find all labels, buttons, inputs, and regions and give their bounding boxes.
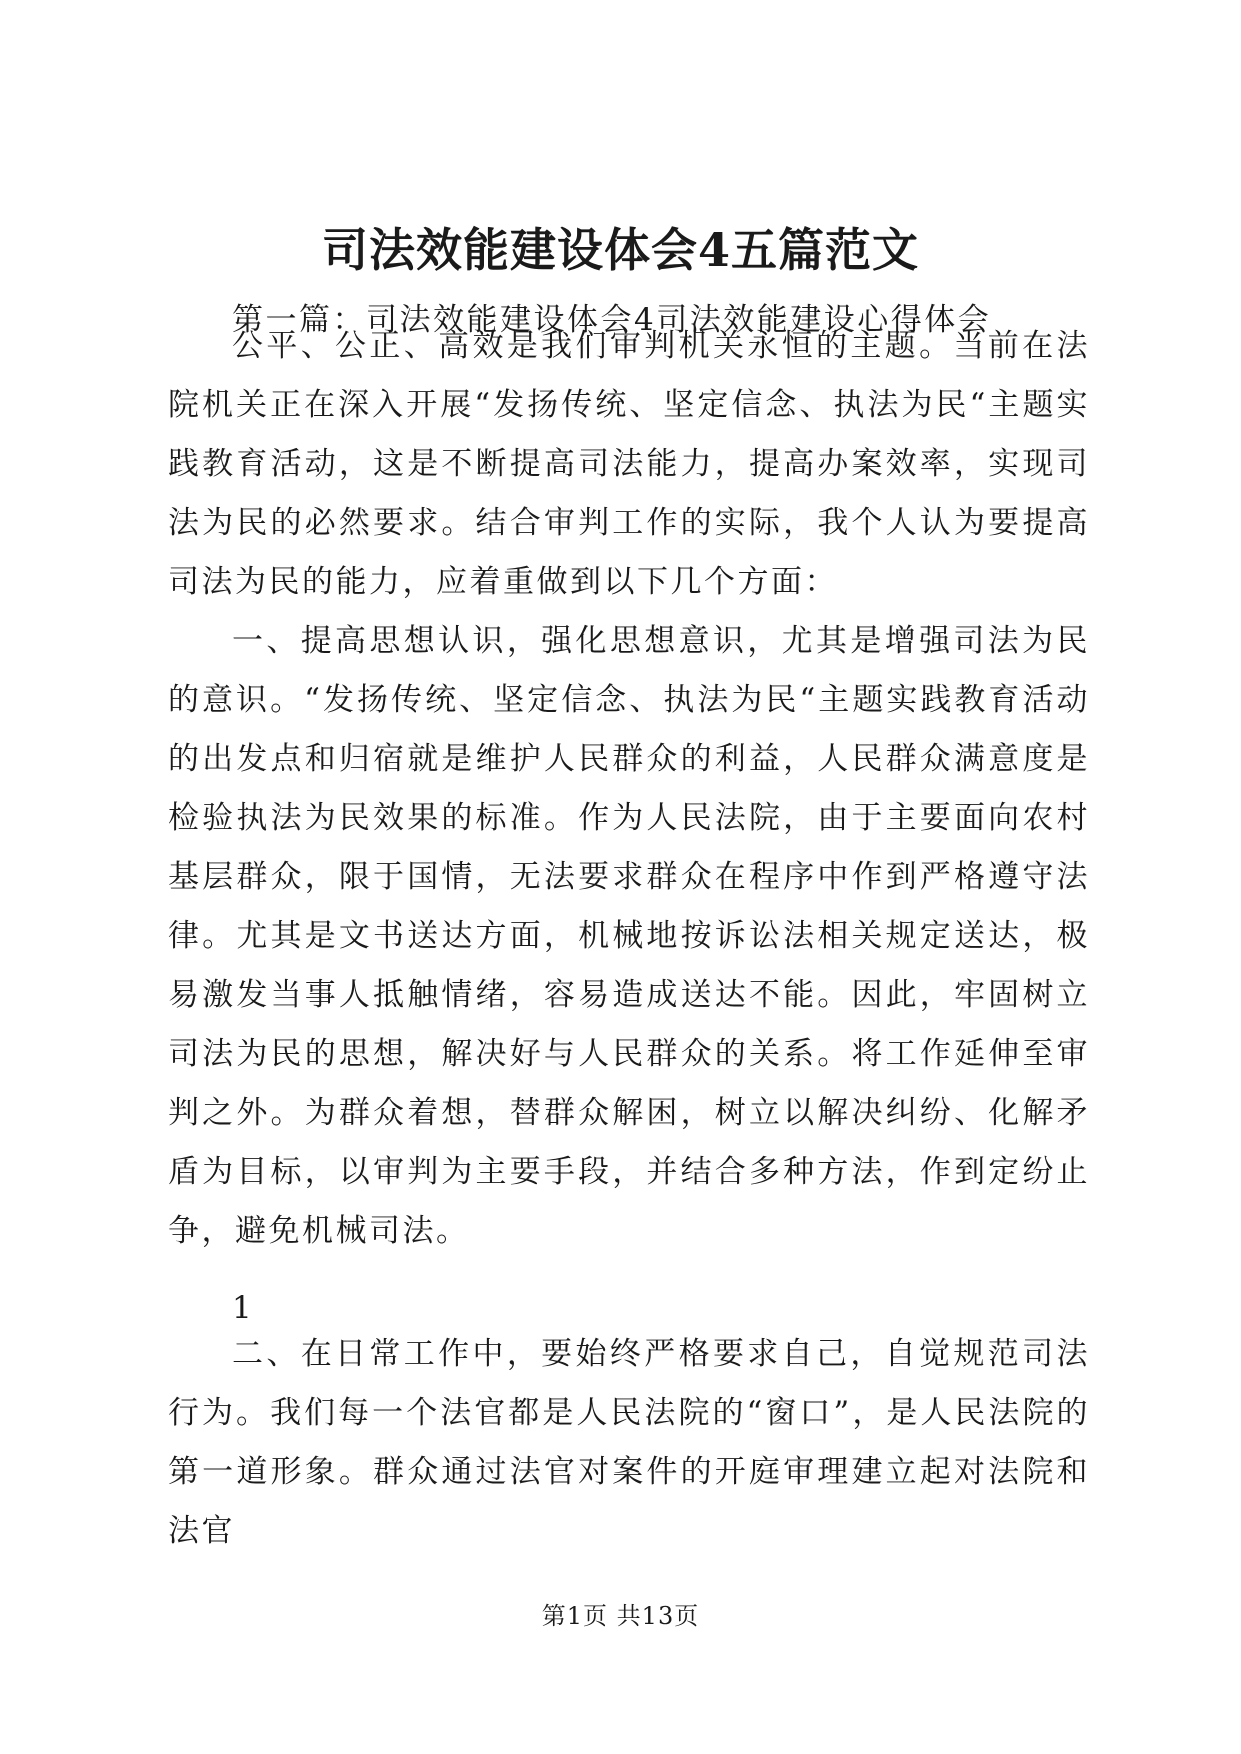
document-title: 司法效能建设体会4五篇范文 — [321, 223, 919, 277]
body-section-top — [168, 317, 1090, 1261]
paragraph: 一、提高思想认识，强化思想意识，尤其是增强司法为民的意识。“发扬传统、坚定信念、执法为民“主题实践教育活动的出发点和归宿就是维护人民群众的利益，人民群众满意度是检验执法为民效果的标准。作为人民法院，由于主要面向农村基层群众，限于国情，无法要求群众在程序中作到严格遵守法律。尤其是文书送达方面，机械地按诉讼法相关规定送达，极易激发当事人抵触情绪，容易造成送达不能。因此，牢固树立司法为民的思想，解决好与人民群众的关系。将工作延伸至审判之外。为群众着想，替群众解困，树立以解决纠纷、化解矛盾为目标，以审判为主要手段，并结合多种方法，作到定纷止争，避免机械司法。 — [168, 623, 1090, 1249]
body-section-bottom — [168, 1325, 1090, 1561]
paragraph: 二、在日常工作中，要始终严格要求自己，自觉规范司法行为。我们每一个法官都是人民法院的“窗口”，是人民法院的第一道形象。群众通过法官对案件的开庭审理建立起对法院和法官 — [168, 1336, 1090, 1549]
document-subtitle: 第一篇：司法效能建设体会4司法效能建设心得体会 — [232, 302, 992, 338]
inline-page-number: 1 — [232, 1290, 252, 1326]
paragraph: 公平、公正、高效是我们审判机关永恒的主题。当前在法院机关正在深入开展“发扬传统、坚定信念、执法为民“主题实践教育活动，这是不断提高司法能力，提高办案效率，实现司法为民的必然要求。结合审判工作的实际，我个人认为要提高司法为民的能力，应着重做到以下几个方面： — [168, 328, 1090, 600]
page-footer: 第1页 共13页 — [541, 1602, 700, 1630]
